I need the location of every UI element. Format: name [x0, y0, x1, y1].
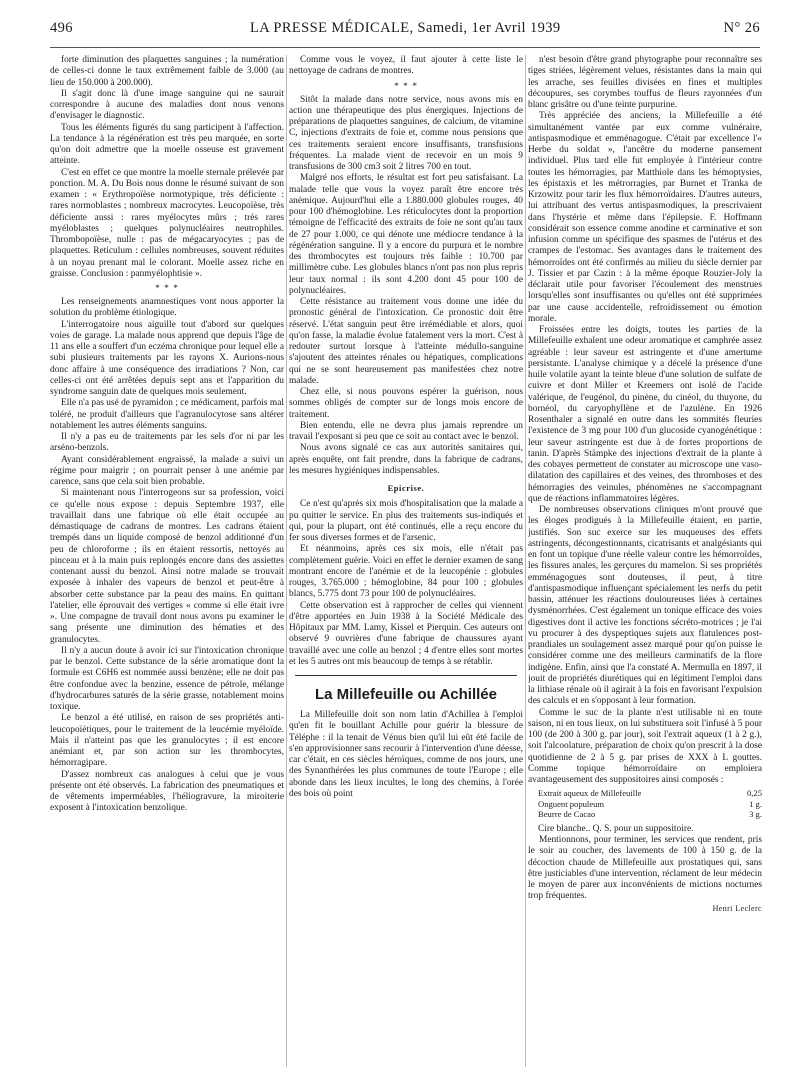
- paragraph: Nous avons signalé ce cas aux autorités sanitaires qui, après enquête, ont fait prendre, dans la fabrique de cadrans, les mesures hygiéniques indispensables.: [289, 443, 523, 476]
- recipe-ingredient: Onguent populeum: [538, 798, 605, 809]
- column-1: [50, 55, 284, 1067]
- column-3: [528, 55, 762, 1067]
- paragraph: Mentionnons, pour terminer, les services que rendent, pris le soir au coucher, des lavements de 100 à 150 g. de la décoction chaude de Millefeuille aux prostatiques qui, sans être justiciables d'une intervention, réclament de leur médecin le moyen de parer aux inconvénients de mictions nocturnes trop fréquentes.: [528, 835, 762, 902]
- recipe-quantity: 3 g.: [749, 809, 762, 820]
- paragraph: L'interrogatoire nous aiguille tout d'abord sur quelques voies de garage. La malade nous apprend que depuis l'âge de 11 ans elle a souffert d'un eczéma chronique pour lequel elle a subi plusieurs traitements par les rayons X. Aurions-nous donc affaire à une conséquence des irradiations ? Non, car celles-ci ont été arrêtées depuis sept ans et l'apparition du syndrome sanguin date de quelques mois seulement.: [50, 319, 284, 397]
- paragraph: De nombreuses observations cliniques m'ont prouvé que les éloges prodigués à la Millefeuille étaient, en partie, justifiés. Son suc exerce sur les muqueuses des effets astringents, décongestionnants, cicatrisants et analgésiants qui en font un topique d'une réelle valeur contre les hémorroïdes, les fissures anales, les gerçures du mamelon. Si ses propriétés emménagogues sont douteuses, il peut, à titre d'antispasmodique influençant spécialement les nerfs du petit bassin, atténuer les réactions douloureuses liées à certaines dysménorrhées. C'est également un tonique efficace des voies digestives dont il active les fonctions sécréto-motrices ; je l'ai vu procurer à des dyspeptiques sujets aux flatulences post-prandiales un soulagement assez marqué pour qu'on puisse le considérer comme une des meilleurs carminatifs de la flore indigène. Enfin, ainsi que l'a constaté A. Mermulla en 1897, il jouit de propriétés diurétiques qui en légitiment l'emploi dans la lithiase rénale où il agirait à la fois en favorisant l'expulsion des calculs et en s'opposant à leur formation.: [528, 505, 762, 707]
- recipe-row: [528, 788, 762, 799]
- author-signature: Henri Leclerc: [712, 903, 762, 913]
- section-subheading: Epicrise.: [387, 484, 425, 493]
- issue-number: N° 26: [723, 20, 760, 36]
- column-2: [289, 55, 523, 1067]
- paragraph: Bien entendu, elle ne devra plus jamais reprendre un travail l'exposant si peu que ce soit au contact avec le benzol.: [289, 420, 523, 442]
- paragraph: Comme le suc de la plante n'est utilisable ni en toute saison, ni en tous lieux, on lui substituera soit l'infusé à 5 pour 100 (de 200 à 300 g. par jour), soit l'extrait aqueux (1 à 2 g.), soit l'alcoolature, préparation de choix qu'on prescrit à la dose quotidienne de 2 à 5 g. par prises de XXX à L gouttes. Comme topique hémorroïdaire on emploiera avantageusement des suppositoires ainsi composés :: [528, 707, 762, 785]
- paragraph: forte diminution des plaquettes sanguines ; la numération de celles-ci donne le taux extrêmement faible de 3.000 (au lieu de 150.000 à 200.000).: [50, 55, 284, 88]
- paragraph: Tous les éléments figurés du sang participent à l'affection. La tendance à la régénération est très peu marquée, en sorte qu'on doit admettre que la moelle osseuse est gravement atteinte.: [50, 122, 284, 167]
- paragraph: Il n'y a aucun doute à avoir ici sur l'intoxication chronique par le benzol. Cette substance de la série aromatique dont la formule est C6H6 est nommée aussi benzène; elle ne doit pas être confondue avec la benzine, essence de pétrole, mélange d'hydrocarbures saturés de la série grasse, notablement moins toxique.: [50, 645, 284, 712]
- paragraph: Comme vous le voyez, il faut ajouter à cette liste le nettoyage de cadrans de montres.: [289, 55, 523, 77]
- recipe-quantity: 1 g.: [749, 798, 762, 809]
- journal-title: LA PRESSE MÉDICALE, Samedi, 1er Avril 1939: [250, 20, 561, 36]
- recipe-ingredient: Extrait aqueux de Millefeuille: [538, 788, 642, 799]
- paragraph: Le benzol a été utilisé, en raison de ses propriétés anti-leucopoïétiques, pour le traitement de la leucémie myéloïde. Mais il n'atteint pas que les granulocytes ; il est encore anémiant et, par son action sur les thrombocytes, hémorragipare.: [50, 713, 284, 769]
- paragraph: Sitôt la malade dans notre service, nous avons mis en action une thérapeutique des plus énergiques. Injections de préparations de plaquettes sanguines, de calcium, de vitamine C, injections d'extraits de foie et, comme nous pensions que ces traitements seraient encore insuffisants, transfusions fréquentes. La malade vient de recevoir en un mois 9 transfusions de 300 cm3 soit 2 litres 700 en tout.: [289, 94, 523, 172]
- paragraph: D'assez nombreux cas analogues à celui que je vous présente ont été observés. La fabrication des pneumatiques et de vêtements imperméables, l'héliogravure, la miroiterie exposent à l'intoxication benzolique.: [50, 769, 284, 814]
- recipe-row: [528, 809, 762, 820]
- article-separator: [295, 675, 517, 676]
- recipe-quantity: 0,25: [746, 788, 762, 799]
- paragraph: Il s'agit donc là d'une image sanguine qui ne saurait correspondre à aucune des maladies dont nous venons d'envisager le diagnostic.: [50, 88, 284, 122]
- column-divider: [525, 55, 526, 1067]
- page-header: [50, 20, 760, 44]
- paragraph: Très appréciée des anciens, la Millefeuille a été simultanément vantée par eux comme vulnéraire, antispasmodique et emménagogue. C'était par excellence l'« Herbe du soldat », l'ancêtre du moderne pansement individuel. Plus tard elle fut employée à l'intérieur contre toutes les hémorragies, par Matthiole dans les hémoptysies, les épistaxis et les métrorragies, par Burnet et Tranka de Krzowitz pour tarir les flux hémorroïdaires. D'autres auteurs, lui attribuant des vertus antispasmodiques, la prescrivaient dans l'hystérie et même dans l'épilepsie. F. Hoffmann considérait son essence comme anodine et carminative et son infusion comme un spécifique des spasmes de l'utérus et des crampes de l'estomac. Ses avantages dans le traitement des hémorroïdes ont été confirmés au milieu du siècle dernier par J. Tissier et par Cazin : à la même époque Rouzier-Joly la déclarait utile pour favoriser l'écoulement des menstrues lorsqu'elles sont insuffisantes ou qu'elles ont été supprimées par une cause accidentelle, refroidissement ou émotion morale.: [528, 111, 762, 324]
- recipe-ingredient: Beurre de Cacao: [538, 809, 596, 820]
- paragraph: n'est besoin d'être grand phytographe pour reconnaître ses tiges striées, légèrement velues, résistantes dans la main qui les arrache, ses feuilles divisées en fines et multiples découpures, ses corymbes touffus de fleurs rayonnées d'un blanc grisâtre ou d'une teinte purpurine.: [528, 55, 762, 110]
- paragraph: Elle n'a pas usé de pyramidon ; ce médicament, parfois mal toléré, ne produit d'ailleurs que l'agranulocytose sans altérer notablement les autres éléments sanguins.: [50, 398, 284, 431]
- paragraph: C'est en effet ce que montre la moelle sternale prélevée par ponction. M. A. Du Bois nous donne le résumé suivant de son examen : « Erythropoïèse normotypique, très déficiente : rares normoblastes ; nombreux macrocytes. Leucopoïèse, très déficiente aussi : rares myélocytes mûrs ; très rares myéloblastes ; quelques polynucléaires neutrophiles. Thrombopoïèse, nulle : pas de mégacaryocytes ; pas de plaquettes. Reticulum : cellules nombreuses, souvent réduites à un noyau prenant mal le colorant. Moelle assez riche en graisse. Conclusion : panmyélophtisie ».: [50, 167, 284, 279]
- recipe-table: [528, 788, 762, 820]
- paragraph: Malgré nos efforts, le résultat est fort peu satisfaisant. La malade telle que vous la voyez paraît être encore très anémique. Aujourd'hui elle a 1.880.000 globules rouges, 40 pour 100 d'hémoglobine. Les réticulocytes dont la proportion témoigne de l'efficacité des extraits de foie ne sont qu'au taux de 27 pour 1.000, ce qui dénote une médiocre tendance à la régénération sanguine. Il y a encore du purpura et le nombre des thrombocytes est toujours très faible : 10.700 par millimètre cube. Les globules blancs n'ont pas non plus repris leur taux normal : ils sont 4.200 dont 45 pour 100 de polynucléaires.: [289, 173, 523, 296]
- section-separator: * * *: [394, 81, 418, 92]
- page-number: 496: [50, 20, 73, 36]
- paragraph: Cette résistance au traitement vous donne une idée du pronostic général de l'intoxication. Ce pronostic doit être réservé. L'état sanguin peut être irrémédiable et alors, quoi qu'on fasse, la maladie évolue fatalement vers la mort. C'est à redouter surtout lorsque à l'atteinte médullo-sanguine s'ajoutent des atteintes rénales ou hépatiques, complications qui ne se sont heureusement pas manifestées chez notre malade.: [289, 297, 523, 386]
- header-rule: [50, 47, 760, 48]
- recipe-note: Cire blanche.. Q. S. pour un suppositoire.: [538, 823, 694, 834]
- section-separator: * * *: [155, 284, 179, 294]
- column-divider: [286, 55, 287, 1067]
- paragraph: Si maintenant nous l'interrogeons sur sa profession, voici ce qu'elle nous expose : depuis Septembre 1937, elle travaillait dans une fabrique où elle était occupée au démastiquage de cadrans de montres. Les cadrans étaient trempés dans un liquide composé de benzol additionné d'un peu de chloroforme ; ils en étaient ressortis, nettoyés au pinceau et à la main puis replongés encore dans des assiettes contenant aussi du benzol. Ainsi notre malade se trouvait exposée à inhaler des vapeurs de benzol et peut-être à absorber cette substance par la peau des mains. En quittant l'atelier, elle éprouvait des vertiges « comme si elle était ivre ». Une compagne de travail dont nous avons pu examiner le sang présente une diminution des hématies et des granulocytes.: [50, 488, 284, 645]
- paragraph: Ce n'est qu'après six mois d'hospitalisation que la malade a pu quitter le service. En plus des traitements sus-indiqués et qui, pour la plupart, ont été continués, elle a reçu encore du fer sous diverses formes et de l'arsenic.: [289, 499, 523, 543]
- paragraph: Froissées entre les doigts, toutes les parties de la Millefeuille exhalent une odeur aromatique et camphrée assez agréable : leur saveur est astringente et d'une amertume persistante. L'analyse chimique y a décelé la présence d'une huile volatile ayant la teinte bleue d'une solution de sulfate de cuivre et dont Miller et Kreemers ont isolé de l'acide valérique, de l'eugénol, du pinène, du cinéol, du thuyone, du bornéol, du caryophyllène et de l'azulène. En 1926 Rosenthaler a signalé en outre dans les sommités fleuries l'existence de 3 mg pour 100 d'un glucoside cyanogénétique : leur saveur astringente est due à de fortes proportions de tanin. D'après Stämpke des injections d'extrait de la plante à des cobayes permettent de constater au microscope une vaso-dilatation des capillaires et des veines, des thromboses et des hémorragies des veinules, phénomènes ne s'accompagnant que de réactions inflammatoires légères.: [528, 325, 762, 504]
- paragraph: Il n'y a pas eu de traitements par les sels d'or ni par les arséno-benzols.: [50, 432, 284, 454]
- paragraph: Les renseignements anamnestiques vont nous apporter la solution du problème étiologique.: [50, 297, 284, 319]
- paragraph: Cette observation est à rapprocher de celles qui viennent d'être apportées en Juin 1938 à la Société Médicale des Hôpitaux par MM. Lamy, Kissel et Pierquin. Ces auteurs ont observé 9 ouvrières d'une fabrique de chaussures ayant travaillé avec une colle au benzol ; 4 d'entre elles sont mortes et les 5 autres ont mis beaucoup de temps à se rétablir.: [289, 600, 523, 667]
- paragraph: Chez elle, si nous pouvons espérer la guérison, nous sommes obligés de compter sur de longs mois encore de traitement.: [289, 387, 523, 420]
- article-headline: La Millefeuille ou Achillée: [315, 686, 497, 703]
- recipe-row: [528, 799, 762, 810]
- paragraph: Ayant considérablement engraissé, la malade a suivi un régime pour maigrir ; on pourrait penser à une anémie par carence, sans que cela soit bien probable.: [50, 454, 284, 487]
- paragraph: Et néanmoins, après ces six mois, elle n'était pas complètement guérie. Voici en effet le dernier examen de sang montrant encore de l'anémie et de la leucopénie : globules rouges, 3.765.000 ; hémoglobine, 84 pour 100 ; globules blancs, 5.775 dont 73 pour 100 de polynucléaires.: [289, 544, 523, 600]
- paragraph: La Millefeuille doit son nom latin d'Achillea à l'emploi qu'en fit le bouillant Achille pour guérir la blessure de Téléphe : il la tenait de Vénus bien qu'il lui eût été facile de s'en approvisionner sans recourir à l'intervention d'une déesse, car c'était, en ces siècles héroïques, comme de nos jours, une des Synanthérées les plus communes de toute l'Europe ; elle abonde dans les lieux incultes, le long des chemins, à l'orée des bois où point: [289, 710, 523, 799]
